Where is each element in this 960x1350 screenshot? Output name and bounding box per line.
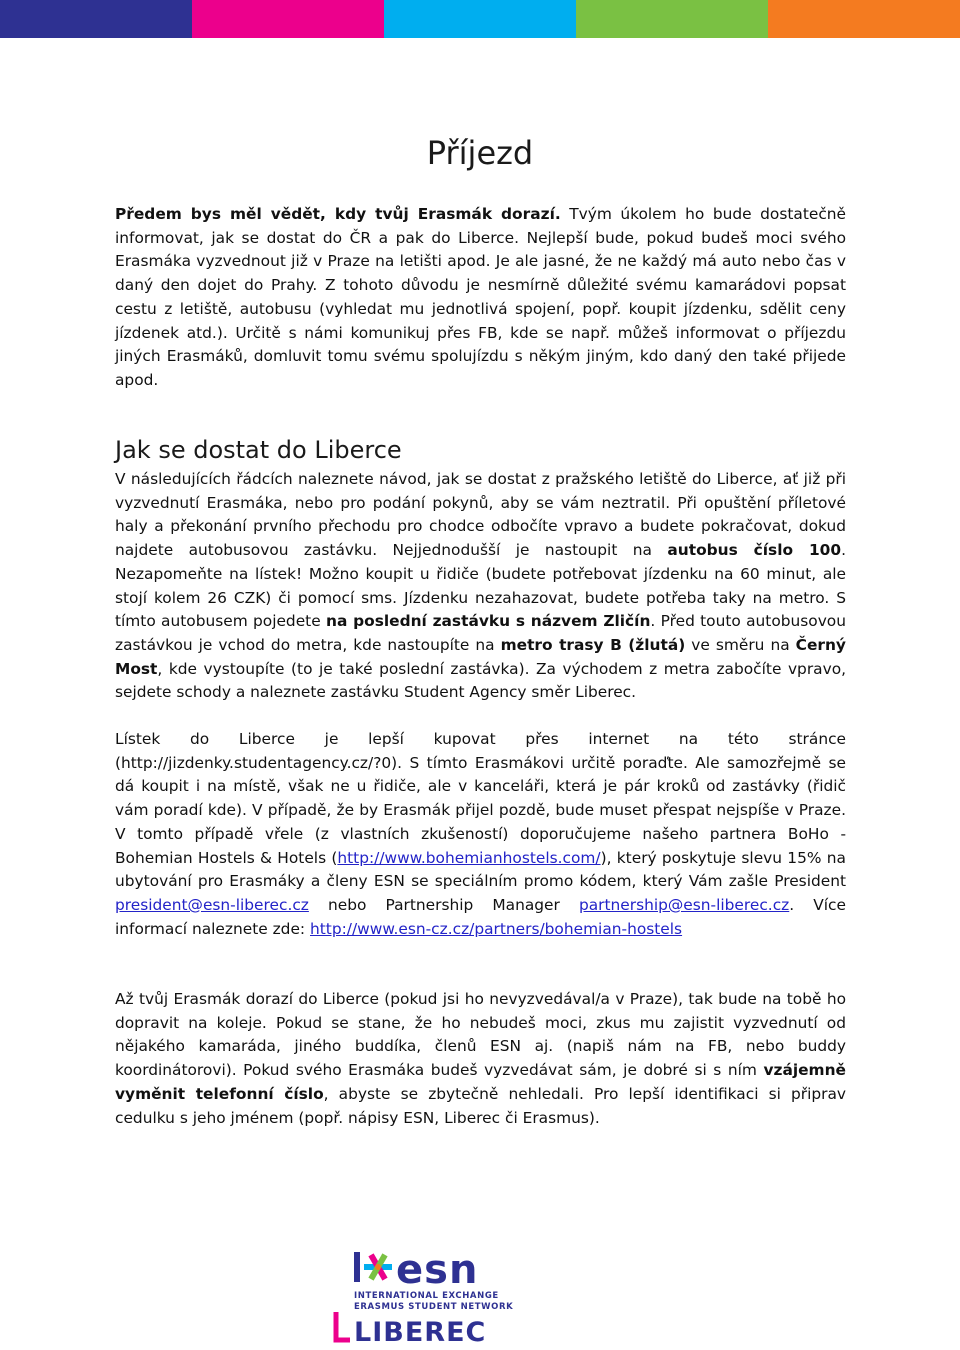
- directions-text-4: ve směru na: [685, 635, 796, 654]
- metro-line-bold: metro trasy B (žlutá): [500, 635, 686, 654]
- stripe-magenta: [192, 0, 384, 38]
- color-stripe-header: [0, 0, 960, 38]
- logo-bracket: [336, 1312, 350, 1340]
- esn-star-icon: [354, 1252, 392, 1282]
- logo-line-2: ERASMUS STUDENT NETWORK: [354, 1302, 514, 1312]
- directions-text-5: , kde vystoupíte (to je také poslední zastávka). Za východem z metra zabočíte vpravo, sejdete schody a naleznete zastávku Student Agency směr Liberec.: [115, 659, 846, 702]
- ticket-text-3: nebo Partnership Manager: [308, 895, 579, 914]
- intro-paragraph: [115, 203, 846, 393]
- partnership-email-link[interactable]: partnership@esn-liberec.cz: [578, 895, 790, 914]
- esn-partners-link[interactable]: http://www.esn-cz.cz/partners/bohemian-hostels: [310, 919, 683, 938]
- directions-paragraph: [115, 468, 846, 705]
- president-email-link[interactable]: president@esn-liberec.cz: [115, 895, 309, 914]
- ticket-text-4: . Více informací naleznete zde:: [115, 895, 846, 938]
- arrival-text-2: , abyste se zbytečně nehledali. Pro lepší identifikaci si připrav cedulku s jeho jménem (popř. nápisy ESN, Liberec či Erasmus).: [115, 1084, 846, 1127]
- directions-text-3: . Před touto autobusovou zastávkou je vchod do metra, kde nastoupíte na: [115, 612, 846, 654]
- stripe-cyan: [384, 0, 576, 38]
- ticket-text-2: ), který poskytuje slevu 15% na ubytování pro Erasmáky a členy ESN se speciálním promo kódem, který Vám zašle President: [115, 848, 846, 891]
- logo-line-1: INTERNATIONAL EXCHANGE: [354, 1291, 499, 1301]
- bohemianhostels-link[interactable]: http://www.bohemianhostels.com/: [337, 848, 601, 867]
- stripe-orange: [768, 0, 960, 38]
- logo-city: LIBEREC: [354, 1317, 487, 1348]
- section-heading: Jak se dostat do Liberce: [115, 436, 402, 464]
- stripe-navy: [0, 0, 192, 38]
- ticket-text-1: Lístek do Liberce je lepší kupovat přes internet na této stránce (http://jizdenky.studentagency.cz/?0). S tímto Erasmákovi určitě poraďte. Ale samozřejmě se dá koupit i na místě, však ne u řidiče, ale v kanceláři, která je pár kroků od zastávky (řidič vám poradí kde). V případě, že by Erasmák přijel pozdě, bude muset přespat nejspíše v Praze. V tomto případě vřele (z vlastních zkušeností) doporučujeme našeho partnera BoHo - Bohemian Hostels & Hotels (: [115, 730, 846, 867]
- arrival-paragraph: [115, 988, 846, 1130]
- stripe-green: [576, 0, 768, 38]
- intro-bold-lead: Předem bys měl vědět, kdy tvůj Erasmák dorazí.: [115, 205, 561, 223]
- ticket-paragraph: [115, 728, 846, 941]
- exchange-phone-bold: vzájemně vyměnit telefonní číslo: [115, 1061, 846, 1103]
- last-stop-bold: na poslední zastávku s názvem Zličín: [325, 612, 651, 631]
- arrival-text-1: Až tvůj Erasmák dorazí do Liberce (pokud jsi ho nevyzvedával/a v Praze), tak bude na tobě ho dopravit na koleje. Pokud se stane, že ho nebudeš moci, zkus mu zajistit vyzvednutí od nějakého kamaráda, jiného buddíka, členů ESN aj. (napiš nám na FB, nebo buddy koordinátorovi). Pokud svého Erasmáka budeš vyzvedávat sám, je dobré si s ním: [115, 990, 846, 1080]
- bus-number-bold: autobus číslo 100: [667, 541, 842, 560]
- esn-wordmark: esn: [396, 1247, 479, 1293]
- intro-text: Tvým úkolem ho bude dostatečně informovat, jak se dostat do ČR a pak do Liberce. Nejlepší bude, pokud budeš moci svého Erasmáka vyzvednout již v Praze na letišti apod. Je ale jasné, že ne každý má auto nebo čas v daný den dojet do Prahy. Z tohoto důvodu je nesmírně důležité svému kamarádovi popsat cestu z letiště, autobusu (vyhledat mu jednotlivá spojení, popř. koupit jízdenku, sdělit ceny jízdenek atd.). Určitě s námi komunikuj přes FB, kde se např. můžeš informovat o příjezdu jiných Erasmáků, domluvit tomu svému spolujízdu s někým jiným, kdo daný den také přijede apod.: [115, 205, 847, 389]
- esn-liberec-logo: [330, 1240, 540, 1350]
- directions-text-2: . Nezapomeňte na lístek! Možno koupit u řidiče (budete potřebovat jízdenku na 60 minut, ale stojí kolem 26 CZK) či pomocí sms. Jízdenku nezahazovat, budete potřeba taky na metro. S tímto autobusem pojedete: [115, 541, 846, 631]
- page-title: Příjezd: [426, 134, 534, 172]
- directions-text-1: V následujících řádcích naleznete návod, jak se dostat z pražského letiště do Liberce, ať již při vyzvednutí Erasmáka, nebo pro podání pokynů, aby se vám neztratil. Při opuštění příletové haly a překonání prvního přechodu pro chodce odbočíte vpravo a budete pokračovat, dokud najdete autobusovou zastávku. Nejjednodušší je nastoupit na: [115, 470, 846, 560]
- metro-terminus-bold: Černý Most: [115, 635, 846, 678]
